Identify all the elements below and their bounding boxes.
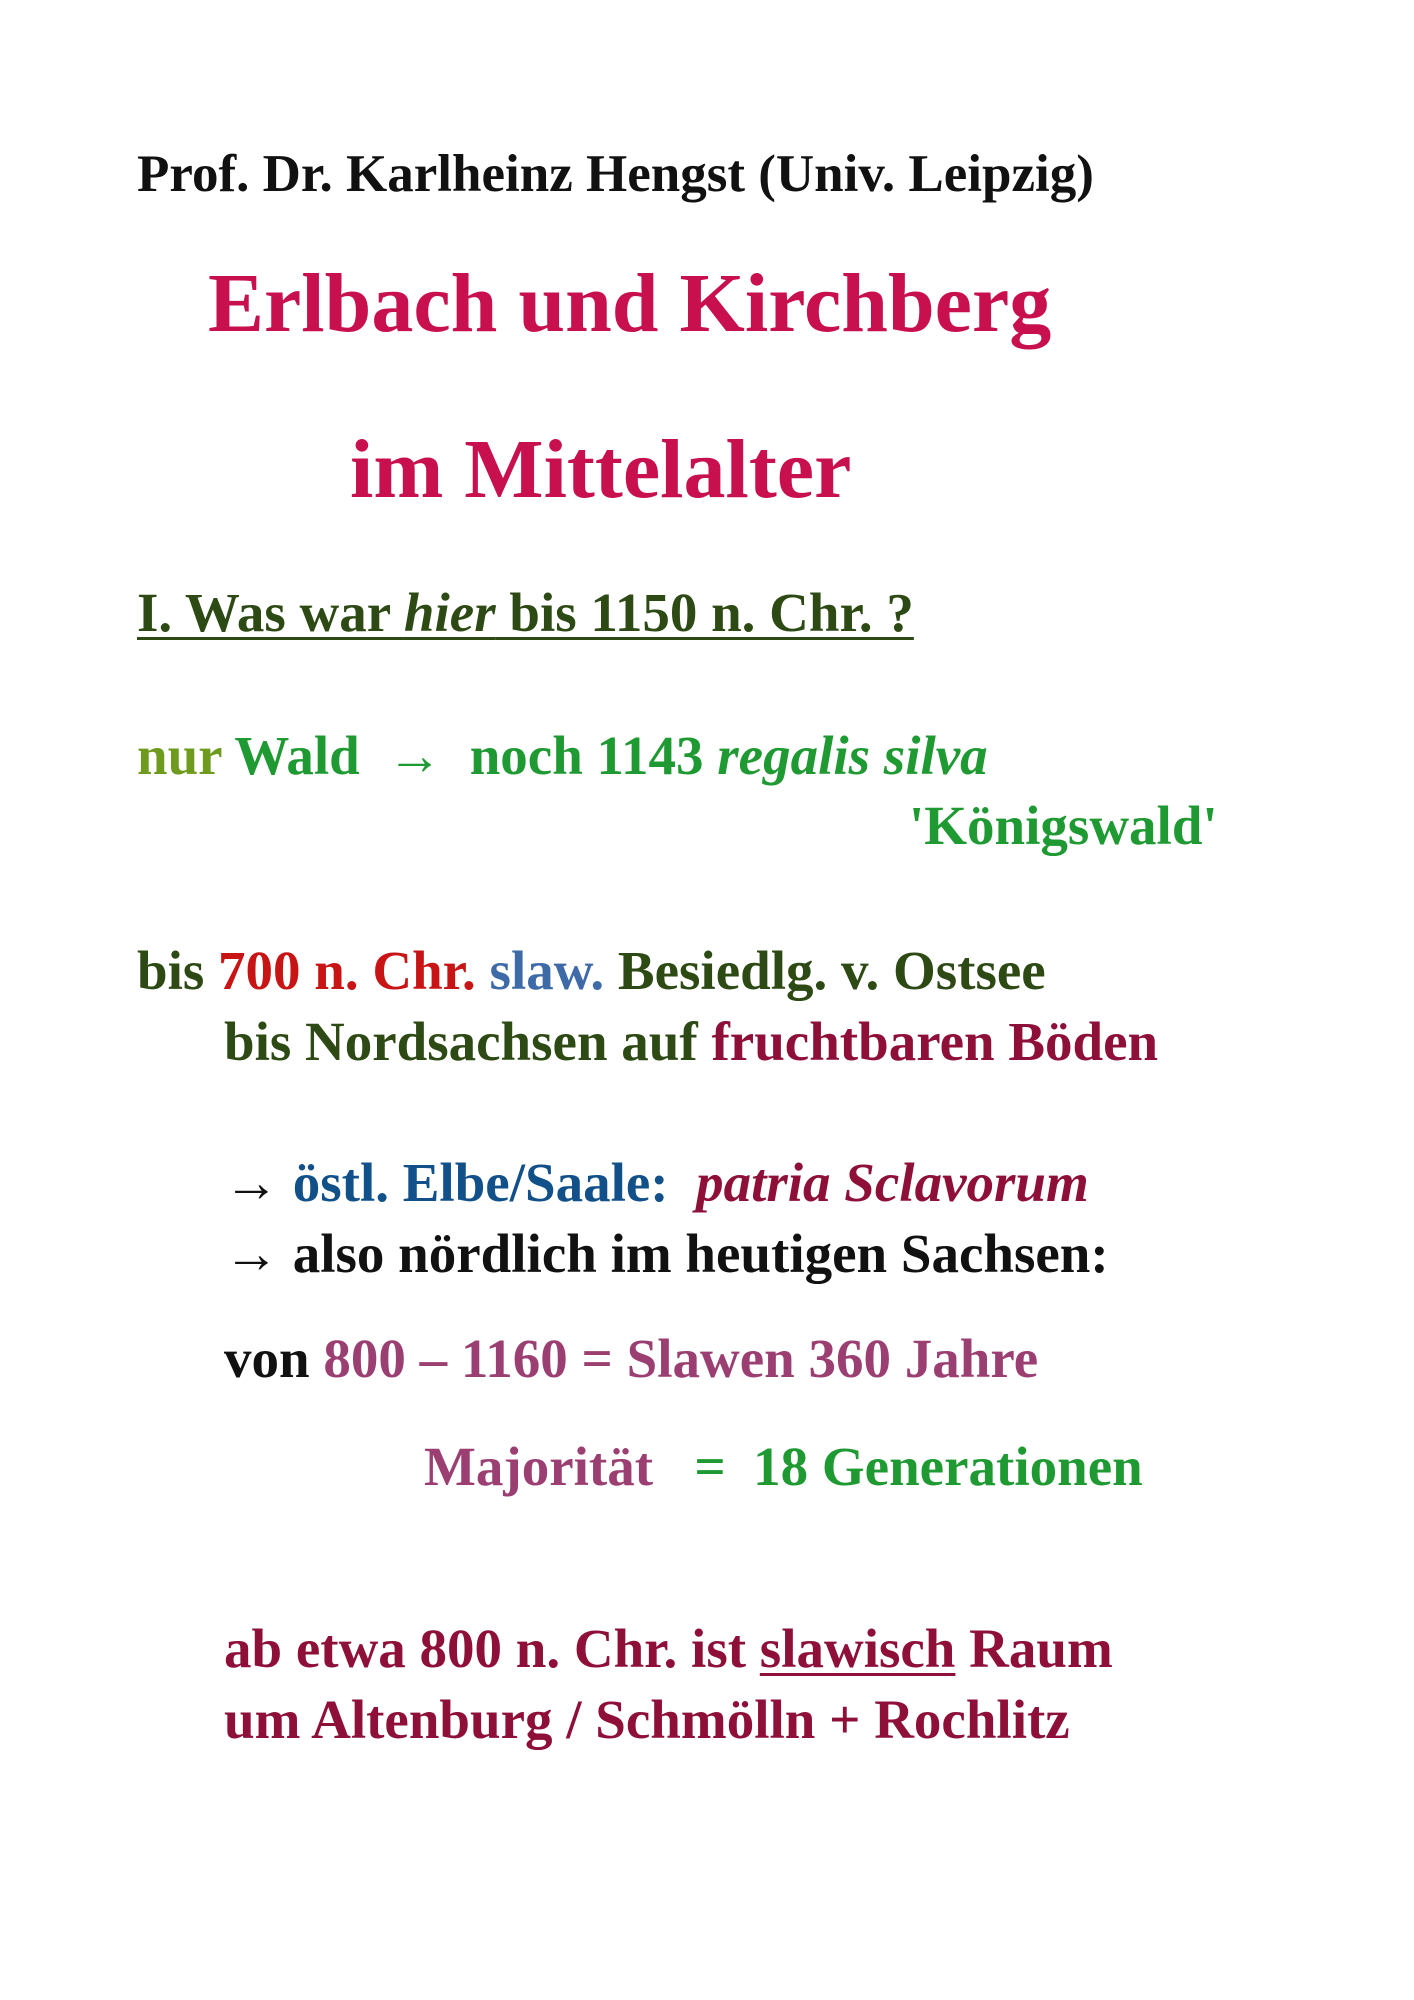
period-prefix: von xyxy=(224,1328,324,1389)
majority-label: Majorität xyxy=(424,1436,654,1497)
spacer xyxy=(669,1152,697,1213)
forest-latin: regalis silva xyxy=(717,725,988,786)
period-line xyxy=(224,1328,1039,1389)
heading-suffix: bis 1150 n. Chr. ? xyxy=(495,582,914,643)
majority-line xyxy=(424,1436,1143,1497)
settlement-slaw: slaw. xyxy=(475,940,605,1001)
closing-prefix: ab etwa 800 n. Chr. ist xyxy=(224,1618,760,1679)
settlement-date: 700 n. Chr. xyxy=(218,940,476,1001)
arrow-glyph: → xyxy=(359,725,470,786)
settlement-region: Besiedlg. v. Ostsee xyxy=(604,940,1046,1001)
closing-line-2: um Altenburg / Schmölln + Rochlitz xyxy=(224,1689,1070,1750)
title-line-1: Erlbach und Kirchberg xyxy=(208,257,1052,350)
equals-sign: = xyxy=(653,1436,754,1497)
closing-line-1 xyxy=(224,1618,1113,1679)
closing-emphasis: slawisch xyxy=(759,1618,956,1679)
forest-year: noch 1143 xyxy=(469,725,718,786)
closing-suffix: Raum xyxy=(955,1618,1113,1679)
forest-word: Wald xyxy=(234,725,360,786)
generations-count: 18 Generationen xyxy=(753,1436,1143,1497)
period-range: 800 – 1160 = Slawen 360 Jahre xyxy=(323,1328,1039,1389)
title-line-2: im Mittelalter xyxy=(350,423,852,516)
settlement-extent: bis Nordsachsen auf xyxy=(224,1011,712,1072)
settlement-prefix: bis xyxy=(137,940,219,1001)
settlement-soil: fruchtbaren Böden xyxy=(711,1011,1159,1072)
patria-latin: patria Sclavorum xyxy=(696,1152,1089,1213)
section-heading xyxy=(137,582,914,643)
author-line: Prof. Dr. Karlheinz Hengst (Univ. Leipzig) xyxy=(137,145,1094,203)
settlement-line-1 xyxy=(137,940,1046,1001)
forest-gloss: 'Königswald' xyxy=(909,795,1218,856)
heading-emphasis: hier xyxy=(403,582,496,643)
forest-prefix: nur xyxy=(137,725,235,786)
arrow-glyph: → xyxy=(224,1152,293,1213)
settlement-line-2 xyxy=(224,1011,1159,1072)
arrow-line-2: → also nördlich im heutigen Sachsen: xyxy=(224,1223,1109,1284)
forest-line xyxy=(137,725,988,786)
region-label: östl. Elbe/Saale: xyxy=(292,1152,669,1213)
heading-prefix: I. Was war xyxy=(137,582,404,643)
arrow-line-1 xyxy=(224,1152,1089,1213)
